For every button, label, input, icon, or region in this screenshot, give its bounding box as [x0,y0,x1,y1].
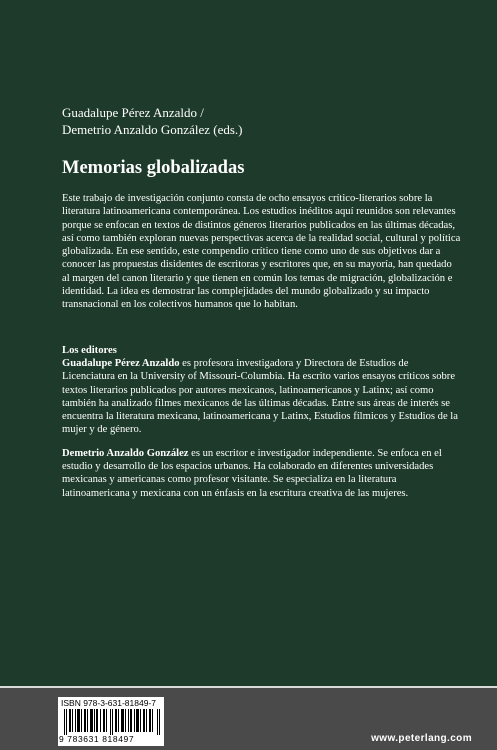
book-title: Memorias globalizadas [62,158,245,178]
barcode-box [58,697,164,746]
isbn-label: ISBN 978-3-631-81849-7 [61,698,156,708]
editors-line [62,104,462,138]
editor-text-2: es un escritor e investigador independiente. Se enfoca en el estudio y desarrollo de los espacios urbanos. Ha colaborado en diferentes universidades mexicanas y americanas como profesor visitante. Se especializa en la literatura latinoamericana y mexicana con un énfasis en la escritura creativa de las mujeres. [62,447,442,499]
book-description: Este trabajo de investigación conjunto consta de ocho ensayos crítico-literarios sobre la literatura latinoamericana contemporánea. Los estudios inéditos aquí reunidos son relevantes porque se enfocan en textos de distintos géneros literarios publicados en las últimas décadas, así como también exploran nuevas perspectivas acerca de la realidad social, cultural y política globalizada. En ese sentido, este compendio crítico tiene como uno de sus objetivos dar a conocer las propuestas disidentes de escritoras y escritores que, en su mayoría, han quedado al margen del canon literario y que tienen en común los temas de migración, globalización e identidad. La idea es demostrar las complejidades del mundo globalizado y su impacto transnacional en los colectivos humanos que lo habitan. [62,193,461,311]
editors-heading: Los editores [62,344,117,356]
barcode-image [64,709,160,735]
footer-divider [0,686,497,688]
editor-bio-2 [62,447,462,500]
editor-bio-1 [62,357,462,437]
publisher-url[interactable]: www.peterlang.com [371,733,472,744]
author-line-2: Demetrio Anzaldo González (eds.) [62,122,243,137]
author-line-1: Guadalupe Pérez Anzaldo / [62,105,204,120]
editor-name-1: Guadalupe Pérez Anzaldo [62,357,180,369]
editor-text-1: es profesora investigadora y Directora de Estudios de Licenciatura en la University of Missouri-Columbia. Ha escrito varios ensayos críticos sobre textos literarios publicados por autores mexicanos, latinoamericanos y Latinx; así como también ha analizado filmes mexicanos de las últimas décadas. Entre sus áreas de interés se encuentra la literatura mexicana, latinoamericana y Latinx, Estudios fílmicos y Estudios de la mujer y de género. [62,357,458,436]
barcode-digits: 9 783631 818497 [59,734,135,744]
cover-content [62,104,462,510]
editor-name-2: Demetrio Anzaldo González [62,447,189,459]
